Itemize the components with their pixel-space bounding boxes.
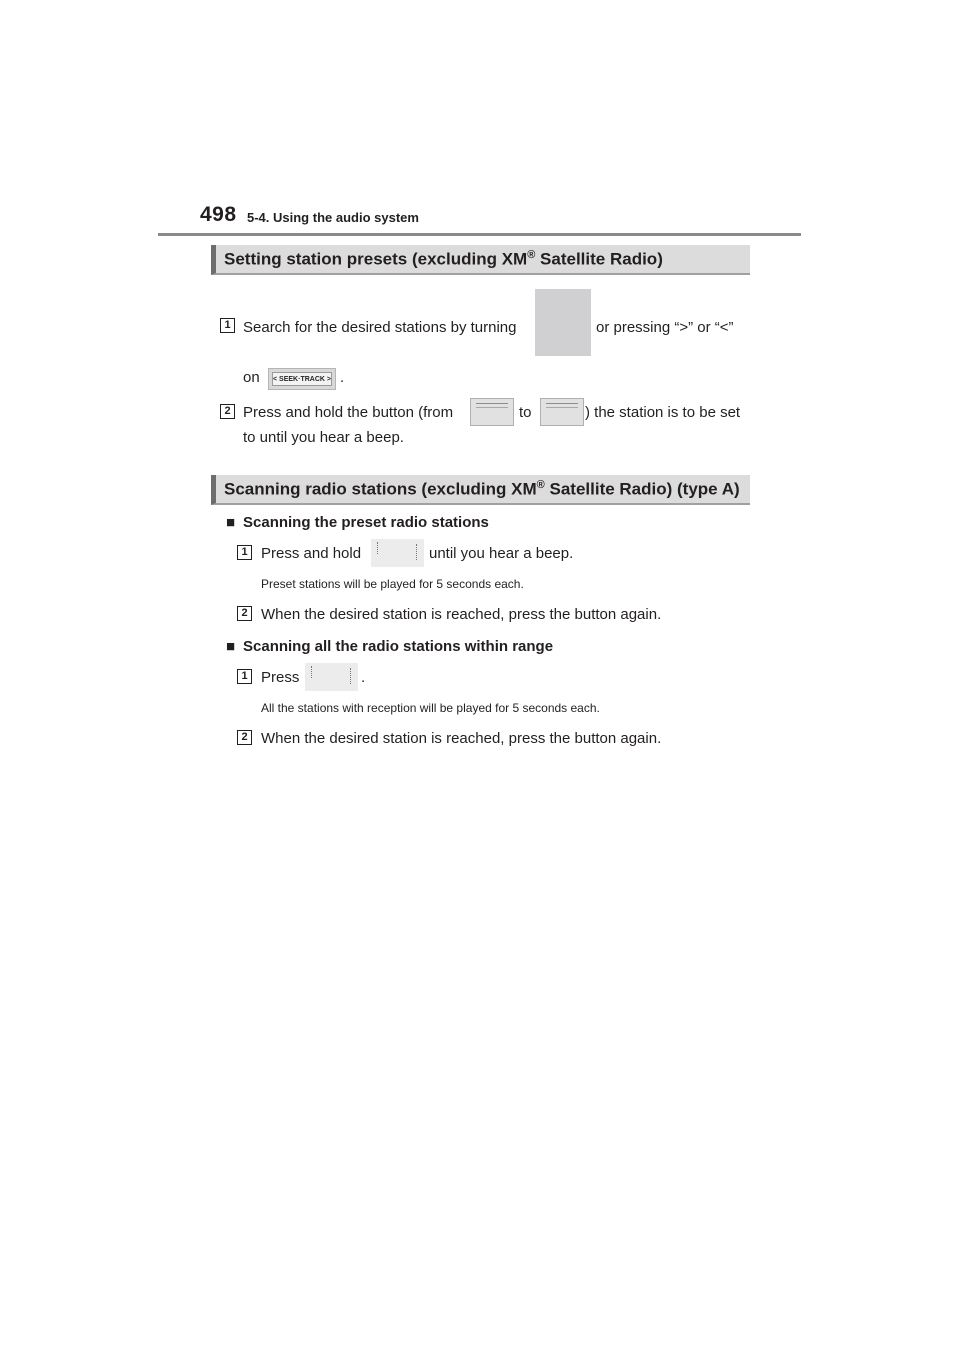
step-text: Press and hold the button (from [243,404,454,421]
heading-text-end: Satellite Radio) [535,249,663,269]
step-text: on [243,369,260,386]
seek-track-button-image [268,368,336,390]
subheading-bullet: ■ [226,638,236,655]
step-text: until you hear a beep. [429,545,574,562]
subheading: Scanning the preset radio stations [243,514,489,531]
step-number: 2 [237,730,252,745]
step-text: to until you hear a beep. [243,429,404,446]
step-text: or pressing “>” or “<” [596,319,734,336]
step-number: 1 [220,318,235,333]
scan-button-image [305,663,358,691]
section-breadcrumb: 5-4. Using the audio system [247,210,419,225]
step-text: Search for the desired stations by turning [243,319,517,336]
step-text: When the desired station is reached, press the button again. [261,606,662,623]
seek-track-label: < SEEK·TRACK > [272,372,332,386]
step-text: to [519,404,532,421]
step-number: 2 [220,404,235,419]
step-number: 1 [237,545,252,560]
tune-knob-image [535,289,591,356]
heading-text-end: Satellite Radio) (type A) [544,479,740,499]
scan-button-image [371,539,424,567]
step-number: 2 [237,606,252,621]
heading-text: Scanning radio stations (excluding XM [224,479,537,499]
section-heading-presets [211,245,750,275]
section-heading-scanning [211,475,750,505]
header-divider [158,233,801,236]
step-text: . [340,369,345,386]
step-text: When the desired station is reached, press the button again. [261,730,662,747]
subheading-bullet: ■ [226,514,236,531]
step-number: 1 [237,669,252,684]
preset-button-first-image [470,398,514,426]
step-text: Press [261,669,300,686]
subheading: Scanning all the radio stations within range [243,638,554,655]
page-number: 498 [200,203,237,226]
step-text: . [361,669,366,686]
registered-mark: ® [536,479,545,491]
heading-text: Setting station presets (excluding XM [224,249,528,269]
step-text: ) the station is to be set [585,404,741,421]
step-note: All the stations with reception will be played for 5 seconds each. [261,701,600,715]
preset-button-last-image [540,398,584,426]
step-text: Press and hold [261,545,362,562]
registered-mark: ® [527,249,536,261]
step-note: Preset stations will be played for 5 seconds each. [261,577,524,591]
